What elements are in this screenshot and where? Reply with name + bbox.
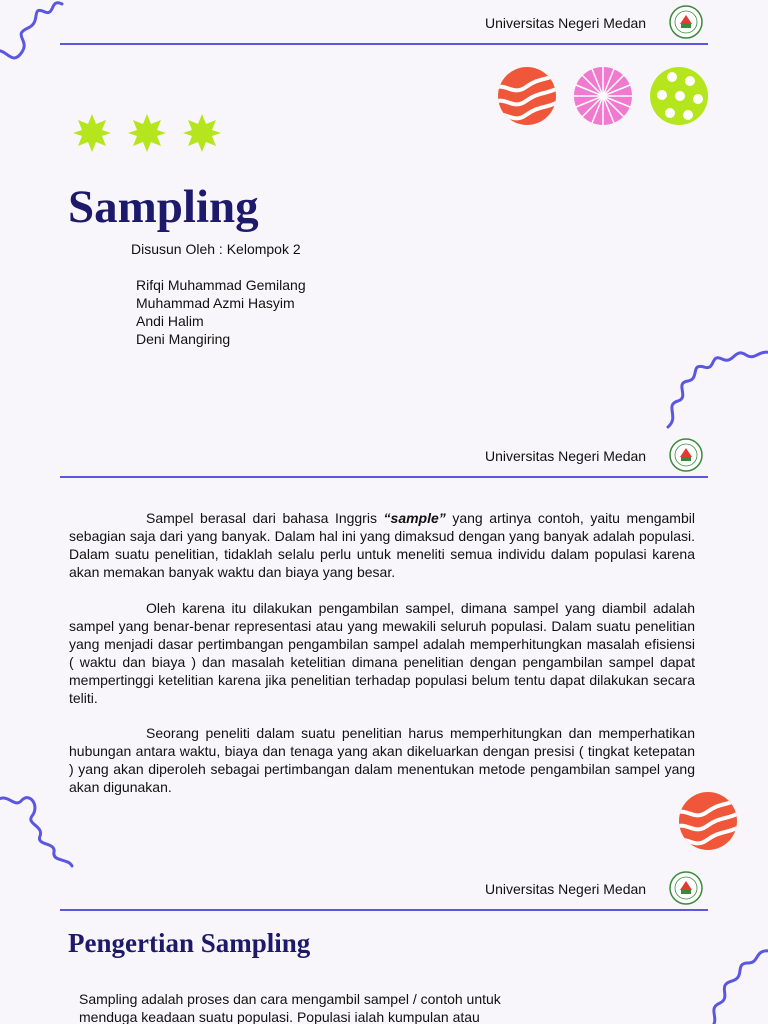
- star-decoration: [73, 113, 223, 153]
- wave-circle-icon: [498, 67, 556, 125]
- paragraph-text: Sampel berasal dari bahasa Inggris: [146, 510, 384, 526]
- section-heading: Pengertian Sampling: [68, 928, 311, 958]
- university-name: Universitas Negeri Medan: [485, 448, 647, 464]
- paragraph: Seorang peneliti dalam suatu penelitian harus memperhitungkan dan memperhatikan hubungan antara waktu, biaya dan tenaga yang akan dikeluarkan dengan presisi ( tingkat ketepatan ) yang akan diperoleh sebagai pertimbangan dalam menentukan metode pengambilan sampel yang akan digunakan.: [69, 725, 695, 795]
- paragraph-text: yang artinya contoh, yaitu mengambil sebagian saja dari yang banyak. Dalam hal ini yang dimaksud dengan yang banyak adalah populasi. Dalam suatu penelitian, tidaklah selalu perlu untuk meneliti semua individu dalam populasi karena akan memakan banyak waktu dan biaya yang besar.: [69, 510, 695, 580]
- document-title: Sampling: [68, 181, 259, 233]
- university-logo-icon: [669, 5, 703, 39]
- dotted-circle-icon: [650, 67, 708, 125]
- member-list: [136, 276, 306, 348]
- paragraph: Oleh karena itu dilakukan pengambilan sampel, dimana sampel yang diambil adalah sampel yang benar-benar representasi atau yang mewakili seluruh populasi. Dalam suatu penelitian yang menjadi dasar pertimbangan pengambilan sampel adalah memperhitungkan masalah efisiensi ( waktu dan biaya ) dan masalah ketelitian dimana penelitian dengan pengambilan sampel dapat mempertinggi ketelitian karena jika penelitian terhadap populasi belum tentu dapat dilakukan secara teliti.: [69, 600, 695, 706]
- member-name: Deni Mangiring: [136, 331, 231, 347]
- university-name: Universitas Negeri Medan: [485, 15, 647, 31]
- university-name: Universitas Negeri Medan: [485, 881, 647, 897]
- header-rule: [60, 43, 708, 45]
- emphasis-text: “sample”: [383, 510, 446, 526]
- header-rule: [60, 476, 708, 478]
- squiggle-decoration: [0, 790, 80, 870]
- wave-circle-icon: [679, 792, 737, 850]
- member-name: Muhammad Azmi Hasyim: [136, 295, 295, 311]
- squiggle-decoration: [0, 0, 70, 75]
- paragraph: Sampling adalah proses dan cara mengambil sampel / contoh untuk menduga keadaan suatu populasi. Populasi ialah kumpulan atau: [79, 991, 501, 1024]
- member-name: Rifqi Muhammad Gemilang: [136, 277, 306, 293]
- paragraph: [69, 509, 695, 581]
- university-logo-icon: [669, 438, 703, 472]
- burst-circle-icon: [574, 67, 632, 125]
- university-logo-icon: [669, 871, 703, 905]
- author-byline: Disusun Oleh : Kelompok 2: [131, 241, 301, 257]
- squiggle-decoration: [660, 345, 768, 435]
- squiggle-decoration: [700, 945, 768, 1024]
- member-name: Andi Halim: [136, 313, 204, 329]
- header-rule: [60, 909, 708, 911]
